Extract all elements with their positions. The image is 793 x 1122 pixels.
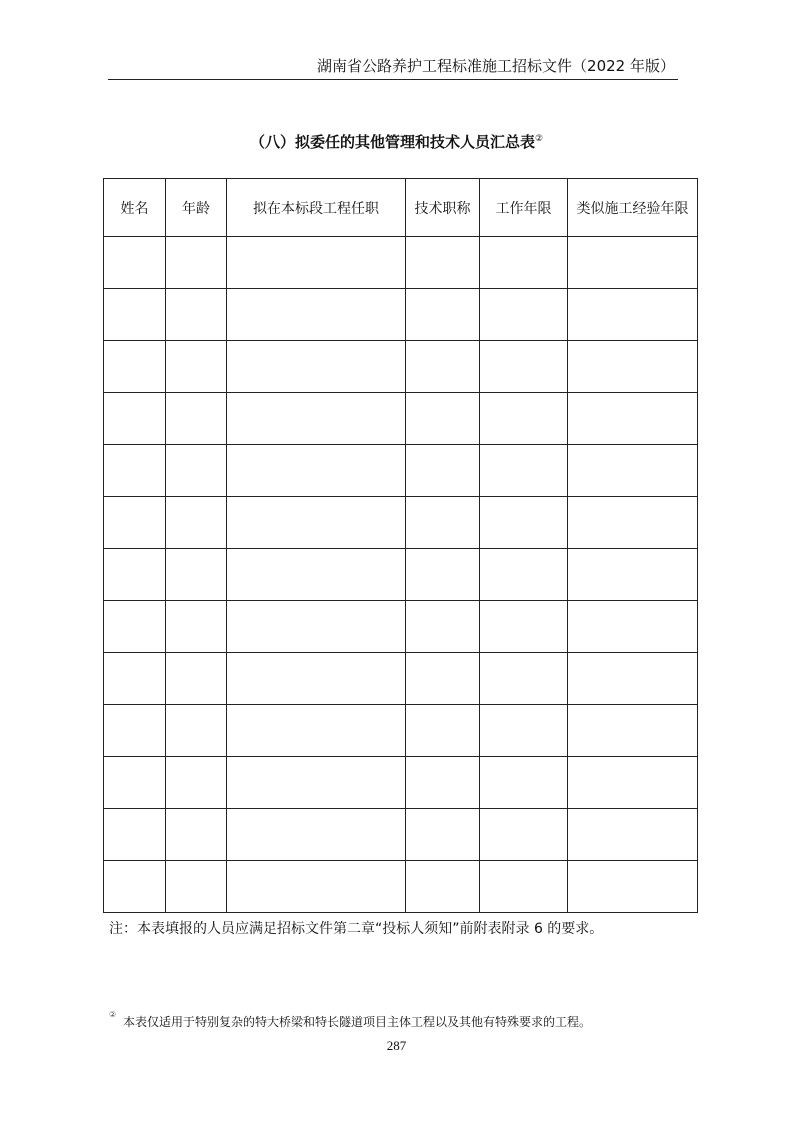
table-cell: [166, 601, 227, 653]
table-cell: [406, 601, 480, 653]
table-cell: [406, 861, 480, 913]
table-cell: [568, 289, 698, 341]
table-cell: [480, 341, 568, 393]
table-cell: [480, 653, 568, 705]
table-cell: [166, 497, 227, 549]
page-title: [0, 131, 793, 152]
table-cell: [166, 705, 227, 757]
title-footnote-ref: ②: [534, 134, 544, 144]
table-cell: [568, 757, 698, 809]
table-cell: [104, 705, 166, 757]
header-rule: [108, 79, 678, 80]
table-cell: [406, 289, 480, 341]
table-row: [104, 497, 698, 549]
table-body: [104, 237, 698, 913]
table-row: [104, 237, 698, 289]
table-cell: [227, 341, 406, 393]
running-header: 湖南省公路养护工程标准施工招标文件（2022 年版）: [317, 57, 675, 75]
table-cell: [568, 705, 698, 757]
table-row: [104, 653, 698, 705]
column-header: 拟在本标段工程任职: [227, 179, 406, 237]
staff-summary-table: [103, 178, 698, 913]
table-cell: [568, 445, 698, 497]
table-row: [104, 289, 698, 341]
table-cell: [166, 861, 227, 913]
table-cell: [227, 809, 406, 861]
column-header: 工作年限: [480, 179, 568, 237]
table-cell: [406, 705, 480, 757]
table-cell: [406, 393, 480, 445]
table-cell: [227, 497, 406, 549]
column-header: 类似施工经验年限: [568, 179, 698, 237]
table-row: [104, 341, 698, 393]
table-cell: [406, 497, 480, 549]
table-cell: [406, 653, 480, 705]
table-cell: [166, 445, 227, 497]
table-row: [104, 705, 698, 757]
footnote-text: 本表仅适用于特别复杂的特大桥梁和特长隧道项目主体工程以及其他有特殊要求的工程。: [123, 1015, 592, 1029]
table-cell: [166, 393, 227, 445]
table-cell: [406, 757, 480, 809]
table-cell: [406, 341, 480, 393]
table-cell: [480, 757, 568, 809]
table-cell: [568, 341, 698, 393]
table-cell: [480, 289, 568, 341]
table-cell: [104, 809, 166, 861]
table-cell: [406, 237, 480, 289]
table-cell: [166, 757, 227, 809]
footnote-mark: ②: [109, 1010, 117, 1019]
table-note: 注：本表填报的人员应满足招标文件第二章“投标人须知”前附表附录 6 的要求。: [109, 921, 604, 937]
table-cell: [406, 549, 480, 601]
table-cell: [227, 653, 406, 705]
table-row: [104, 393, 698, 445]
table-cell: [166, 237, 227, 289]
table-cell: [104, 549, 166, 601]
table-cell: [104, 341, 166, 393]
table-cell: [166, 341, 227, 393]
table-cell: [104, 237, 166, 289]
table-cell: [104, 445, 166, 497]
table-cell: [227, 289, 406, 341]
table-cell: [227, 861, 406, 913]
table-cell: [568, 393, 698, 445]
table-cell: [480, 445, 568, 497]
table-row: [104, 757, 698, 809]
table-cell: [406, 809, 480, 861]
table-cell: [568, 653, 698, 705]
table-cell: [104, 497, 166, 549]
title-text: （八）拟委任的其他管理和技术人员汇总表: [249, 133, 535, 151]
table-cell: [480, 809, 568, 861]
table-cell: [480, 601, 568, 653]
column-header: 技术职称: [406, 179, 480, 237]
table-cell: [104, 393, 166, 445]
table-cell: [104, 653, 166, 705]
table-cell: [480, 393, 568, 445]
table-cell: [480, 549, 568, 601]
table-cell: [166, 653, 227, 705]
table-cell: [568, 861, 698, 913]
table-cell: [227, 601, 406, 653]
column-header: 姓名: [104, 179, 166, 237]
table-cell: [568, 237, 698, 289]
table-row: [104, 601, 698, 653]
table-cell: [406, 445, 480, 497]
table-row: [104, 809, 698, 861]
table-cell: [568, 497, 698, 549]
table-cell: [568, 809, 698, 861]
table-cell: [227, 757, 406, 809]
table-cell: [227, 445, 406, 497]
table-cell: [227, 705, 406, 757]
table-cell: [227, 237, 406, 289]
table-cell: [480, 705, 568, 757]
page-number: 287: [386, 1038, 407, 1053]
table-cell: [166, 549, 227, 601]
table-cell: [104, 289, 166, 341]
table-cell: [166, 289, 227, 341]
table-cell: [480, 861, 568, 913]
table-header-row: [104, 179, 698, 237]
table-cell: [480, 237, 568, 289]
table-cell: [568, 601, 698, 653]
table-row: [104, 549, 698, 601]
table-cell: [480, 497, 568, 549]
table-cell: [227, 549, 406, 601]
table-row: [104, 861, 698, 913]
table-cell: [227, 393, 406, 445]
table-row: [104, 445, 698, 497]
column-header: 年龄: [166, 179, 227, 237]
table-cell: [104, 861, 166, 913]
table-cell: [104, 601, 166, 653]
table-cell: [568, 549, 698, 601]
table-cell: [166, 809, 227, 861]
table-cell: [104, 757, 166, 809]
